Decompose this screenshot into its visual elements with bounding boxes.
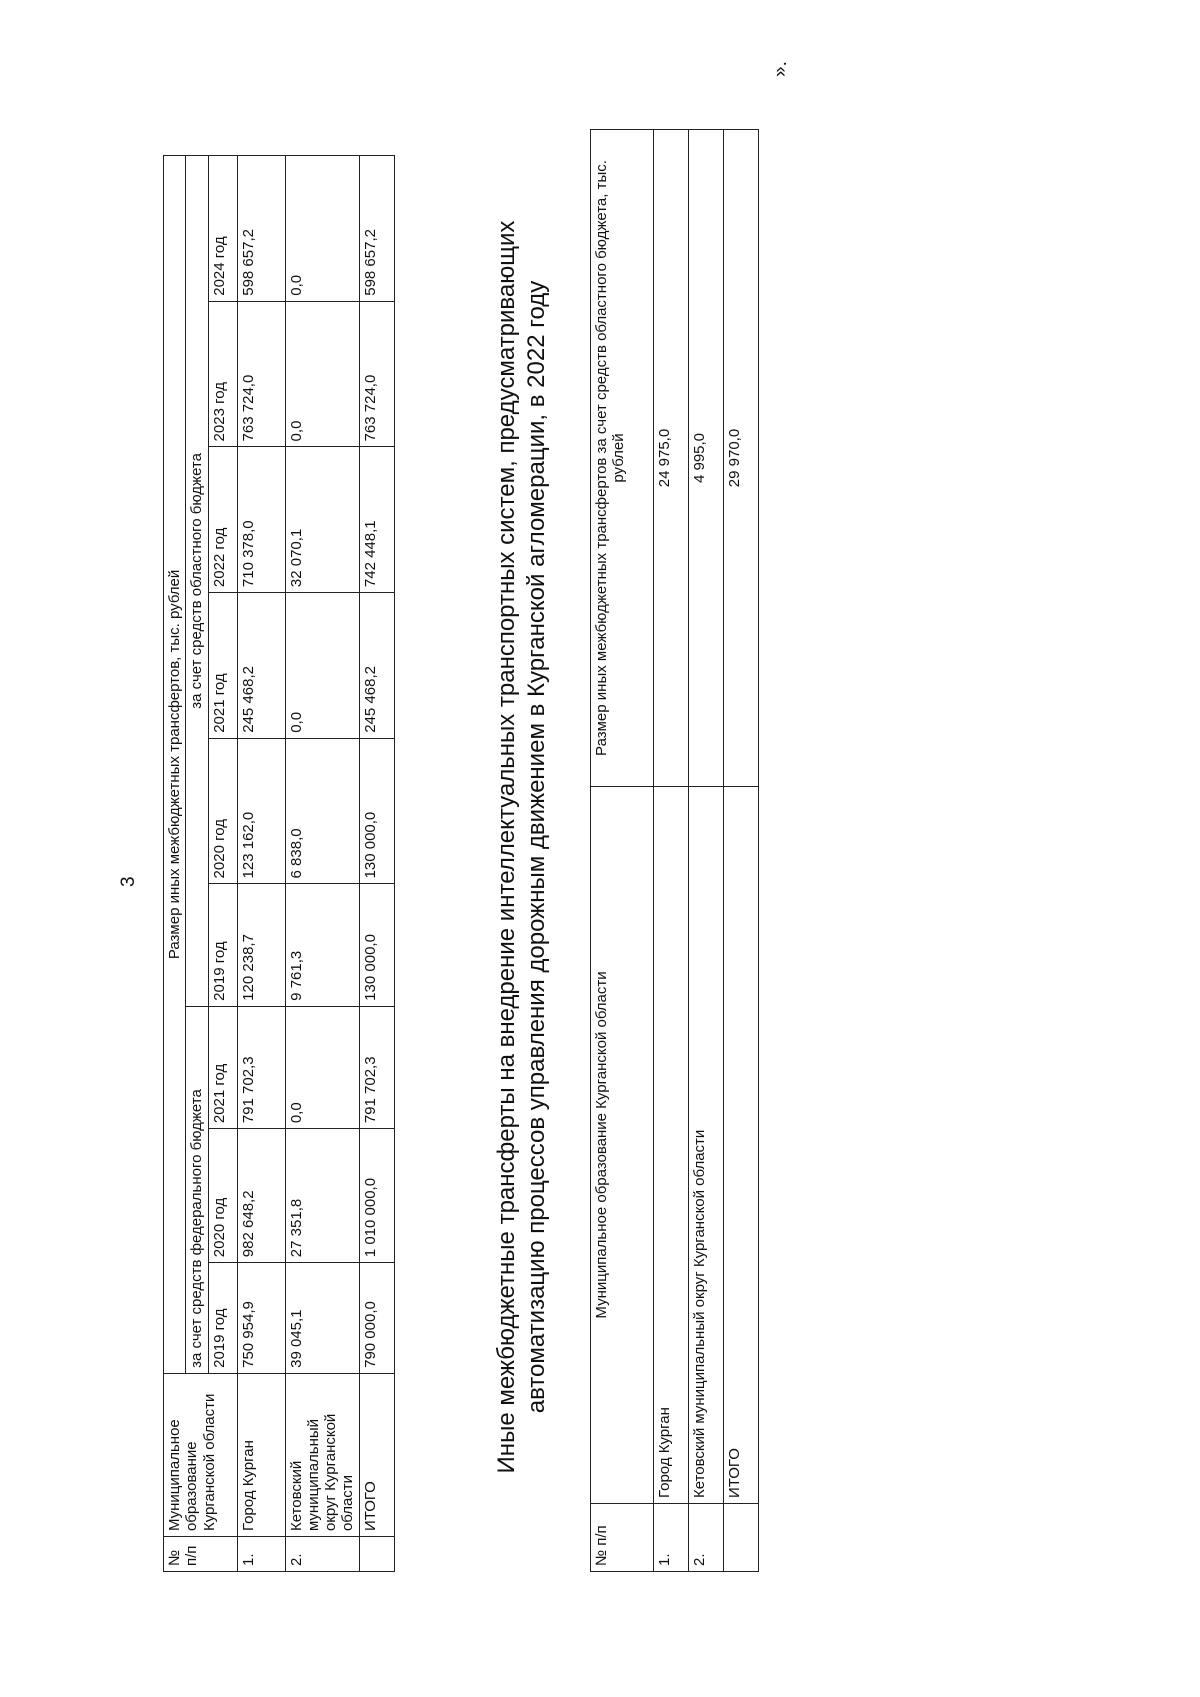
row-num: 1. (654, 1504, 689, 1572)
table-row (654, 130, 689, 1572)
row-num (724, 1504, 759, 1572)
cell-value: 245 468,2 (359, 593, 394, 739)
cell-value: 763 724,0 (359, 301, 394, 447)
year-header: 2021 год (208, 1006, 237, 1128)
cell-value: 1 010 000,0 (359, 1129, 394, 1263)
section-heading: Иные межбюджетные трансферты на внедрение интеллектуальных транспортных систем, предусматривающих автоматизацию процессов управления дорожным движением в Курганской агломерации, в 2022 году (493, 220, 550, 1474)
transfers-table-2019-2024 (163, 155, 395, 1572)
cell-value: 598 657,2 (359, 156, 394, 302)
table-row (689, 130, 724, 1572)
page-number: 3 (118, 876, 139, 887)
cell-value: 24 975,0 (654, 130, 689, 787)
header-federal-budget: за счет средств федерального бюджета (186, 1006, 208, 1373)
year-header: 2020 год (208, 1129, 237, 1263)
header-num: № п/п (164, 1537, 238, 1572)
cell-value: 0,0 (285, 593, 359, 739)
row-municipality: ИТОГО (359, 1373, 394, 1536)
row-municipality: Кетовский муниципальный округ Курганской области (689, 787, 724, 1504)
cell-value: 598 657,2 (237, 156, 285, 302)
cell-value: 763 724,0 (237, 301, 285, 447)
year-header: 2022 год (208, 447, 237, 593)
cell-value: 123 162,0 (237, 738, 285, 884)
cell-value: 27 351,8 (285, 1129, 359, 1263)
year-header: 2020 год (208, 738, 237, 884)
cell-value: 791 702,3 (237, 1006, 285, 1128)
year-header: 2024 год (208, 156, 237, 302)
closing-quote-mark: ». (770, 61, 791, 77)
header-transfer-size: Размер иных межбюджетных трансфертов за счет средств областного бюджета, тыс. рублей (591, 130, 654, 787)
cell-value: 29 970,0 (724, 130, 759, 787)
cell-value: 982 648,2 (237, 1129, 285, 1263)
header-transfer-size: Размер иных межбюджетных трансфертов, тыс. рублей (164, 156, 186, 1374)
table-row-total (724, 130, 759, 1572)
cell-value: 32 070,1 (285, 447, 359, 593)
cell-value: 0,0 (285, 156, 359, 302)
table-row-total (359, 156, 394, 1572)
row-num: 1. (237, 1537, 285, 1572)
cell-value: 6 838,0 (285, 738, 359, 884)
transfers-table-2022 (590, 129, 759, 1572)
row-municipality: ИТОГО (724, 787, 759, 1504)
year-header: 2021 год (208, 593, 237, 739)
row-num: 2. (689, 1504, 724, 1572)
header-num: № п/п (591, 1504, 654, 1572)
cell-value: 130 000,0 (359, 738, 394, 884)
table-row (285, 156, 359, 1572)
cell-value: 0,0 (285, 1006, 359, 1128)
cell-value: 750 954,9 (237, 1263, 285, 1374)
header-municipality: Муниципальное образование Курганской области (164, 1373, 238, 1536)
cell-value: 0,0 (285, 301, 359, 447)
header-municipality: Муниципальное образование Курганской области (591, 787, 654, 1504)
row-municipality: Кетовский муниципальный округ Курганской области (285, 1373, 359, 1536)
table-row (237, 156, 285, 1572)
cell-value: 742 448,1 (359, 447, 394, 593)
cell-value: 120 238,7 (237, 884, 285, 1006)
cell-value: 245 468,2 (237, 593, 285, 739)
cell-value: 791 702,3 (359, 1006, 394, 1128)
row-num: 2. (285, 1537, 359, 1572)
year-header: 2019 год (208, 1263, 237, 1374)
cell-value: 39 045,1 (285, 1263, 359, 1374)
row-num (359, 1537, 394, 1572)
row-municipality: Город Курган (654, 787, 689, 1504)
cell-value: 130 000,0 (359, 884, 394, 1006)
year-header: 2019 год (208, 884, 237, 1006)
row-municipality: Город Курган (237, 1373, 285, 1536)
header-regional-budget: за счет средств областного бюджета (186, 156, 208, 1007)
cell-value: 790 000,0 (359, 1263, 394, 1374)
cell-value: 9 761,3 (285, 884, 359, 1006)
cell-value: 710 378,0 (237, 447, 285, 593)
cell-value: 4 995,0 (689, 130, 724, 787)
year-header: 2023 год (208, 301, 237, 447)
